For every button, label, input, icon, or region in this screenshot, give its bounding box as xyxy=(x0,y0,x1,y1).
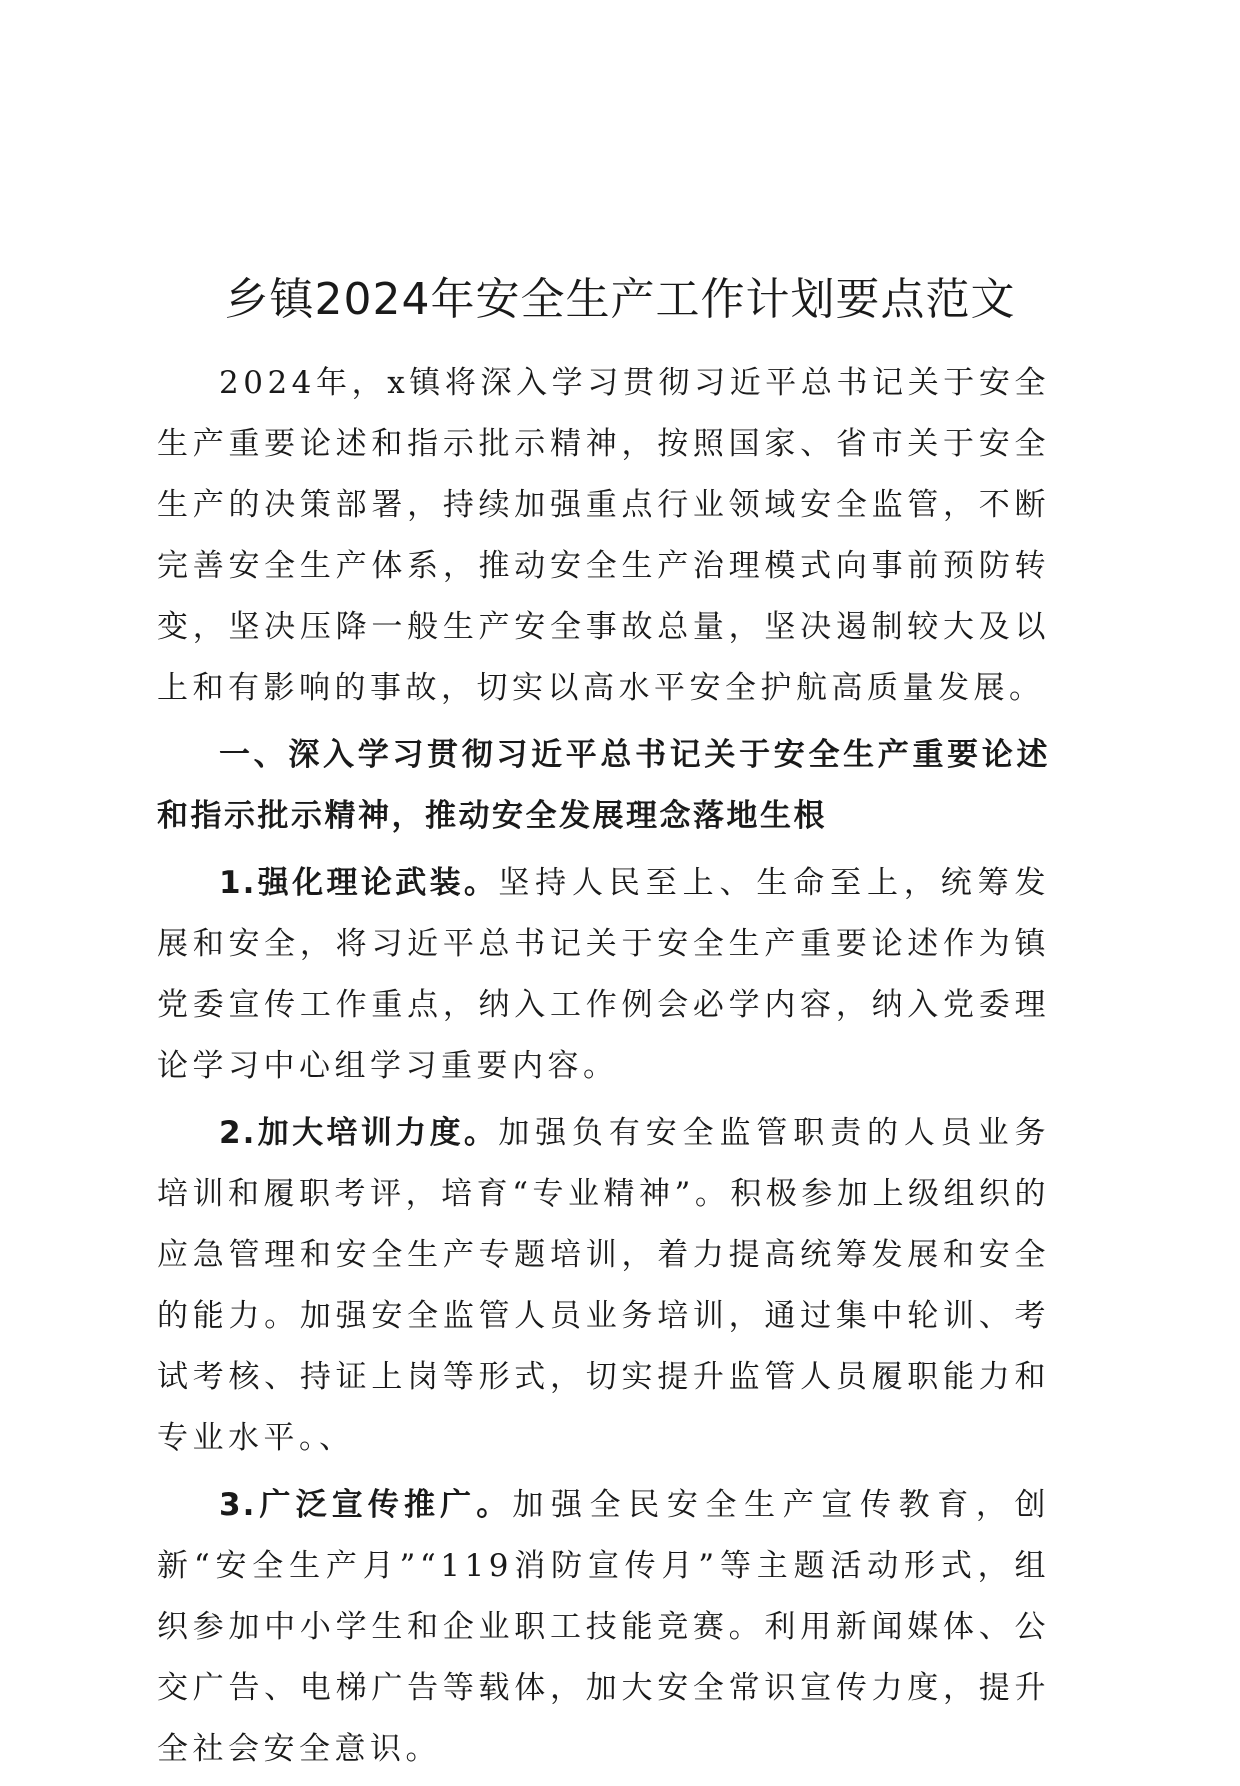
intro-paragraph: 2024年，x镇将深入学习贯彻习近平总书记关于安全生产重要论述和指示批示精神，按照国家、省市关于安全生产的决策部署，持续加强重点行业领域安全监管，不断完善安全生产体系，推动安全生产治理模式向事前预防转变，坚决压降一般生产安全事故总量，坚决遏制较大及以上和有影响的事故，切实以高水平安全护航高质量发展。 xyxy=(157,365,1050,706)
section-heading: 一、深入学习贯彻习近平总书记关于安全生产重要论述和指示批示精神，推动安全发展理念落地生根 xyxy=(157,737,1050,834)
item-text: 加强负有安全监管职责的人员业务培训和履职考评，培育“专业精神”。积极参加上级组织的应急管理和安全生产专题培训，着力提高统筹发展和安全的能力。加强安全监管人员业务培训，通过集中轮训、考试考核、持证上岗等形式，切实提升监管人员履职能力和专业水平。、 xyxy=(157,1115,1050,1456)
item-text: 坚持人民至上、生命至上，统筹发展和安全，将习近平总书记关于安全生产重要论述作为镇党委宣传工作重点，纳入工作例会必学内容，纳入党委理论学习中心组学习重要内容。 xyxy=(157,865,1050,1084)
item-lead: 1.强化理论武装。 xyxy=(219,865,499,901)
list-item xyxy=(157,1103,1050,1469)
item-lead: 2.加大培训力度。 xyxy=(219,1115,499,1151)
document-title: 乡镇2024年安全生产工作计划要点范文 xyxy=(224,274,1016,325)
item-lead: 3.广泛宣传推广。 xyxy=(219,1487,513,1523)
document-body xyxy=(157,353,1050,1786)
list-item xyxy=(157,853,1050,1097)
list-item xyxy=(157,1475,1050,1780)
item-text: 加强全民安全生产宣传教育，创新“安全生产月”“119消防宣传月”等主题活动形式，组织参加中小学生和企业职工技能竞赛。利用新闻媒体、公交广告、电梯广告等载体，加大安全常识宣传力度，提升全社会安全意识。 xyxy=(157,1487,1050,1767)
